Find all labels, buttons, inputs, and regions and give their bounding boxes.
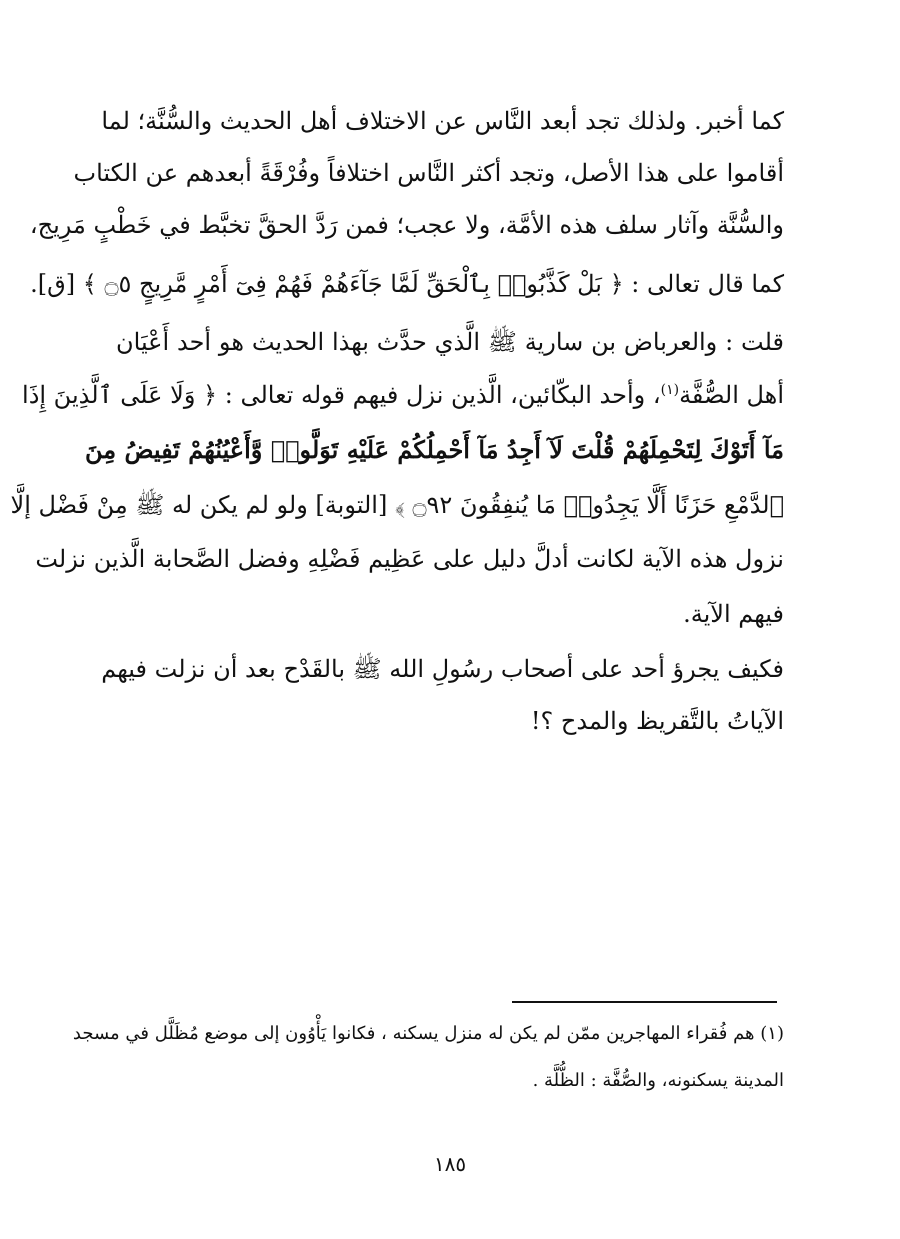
body-line-1: كما أخبر. ولذلك تجد أبعد النَّاس عن الاختلاف أهل الحديث والسُّنَّة؛ لما: [101, 107, 784, 135]
body-line-7-quran-verse: مَآ أَتَوْكَ لِتَحْمِلَهُمْ قُلْتَ لَآ أَجِدُ مَآ أَحْمِلُكُمْ عَلَيْهِ تَوَلَّوا۟ وَّأَعْيُنُهُمْ تَفِيضُ مِنَ: [84, 435, 784, 464]
body-line-11-paragraph-start: فكيف يجرؤ أحد على أصحاب رسُولِ الله ﷺ بالقَدْح بعد أن نزلت فيهم: [101, 655, 784, 683]
page-number: ١٨٥: [433, 1152, 467, 1176]
body-line-12: الآياتُ بالتَّقريظ والمدح ؟!: [530, 707, 784, 735]
footnote-line-2: المدينة يسكنونه، والصُّفَّة : الظُّلَّة .: [532, 1070, 784, 1091]
body-line-8: ٱلدَّمْعِ حَزَنًا أَلَّا يَجِدُوا۟ مَا يُنفِقُونَ ۝٩٢ ﴾ [التوبة] ولو لم يكن له ﷺ مِنْ فَضْل إلَّا: [10, 491, 784, 519]
body-line-3: والسُّنَّة وآثار سلف هذه الأمَّة، ولا عجب؛ فمن رَدَّ الحقَّ تخبَّط في خَطْبٍ مَرِيج،: [29, 211, 784, 239]
body-line-6: [22, 378, 784, 412]
body-line-4-quran-verse: كما قال تعالى : ﴿ بَلْ كَذَّبُوا۟ بِٱلْحَقِّ لَمَّا جَآءَهُمْ فَهُمْ فِىٓ أَمْرٍ مَّرِيجٍ ۝٥ ﴾ [ق].: [30, 270, 784, 298]
body-line-2: أقاموا على هذا الأصل، وتجد أكثر النَّاس اختلافاً وفُرْقَةً أبعدهم عن الكتاب: [73, 159, 784, 187]
body-line-10: فيهم الآية.: [683, 600, 784, 628]
ahl-al-suffa-text: أهل الصُّفَّة: [679, 381, 784, 409]
body-line-9: نزول هذه الآية لكانت أدلَّ دليل على عَظِيم فَضْلِهِ وفضل الصَّحابة الَّذين نزلت: [35, 545, 784, 573]
body-line-6-rest: ، وأحد البكّائين، الَّذين نزل فيهم قوله تعالى : ﴿ وَلَا عَلَى ٱلَّذِينَ إِذَا: [22, 381, 661, 409]
footnote-separator: [512, 1001, 777, 1003]
footnote-line-1: (١) هم فُقراء المهاجرين ممّن لم يكن له منزل يسكنه ، فكانوا يَأْوُون إلى موضع مُظَلَّل في مسجد: [72, 1023, 784, 1044]
footnote-reference-marker[interactable]: (١): [660, 382, 680, 398]
body-line-5-paragraph-start: قلت : والعرباض بن سارية ﷺ الَّذي حدَّث بهذا الحديث هو أحد أَعْيَان: [116, 328, 784, 356]
